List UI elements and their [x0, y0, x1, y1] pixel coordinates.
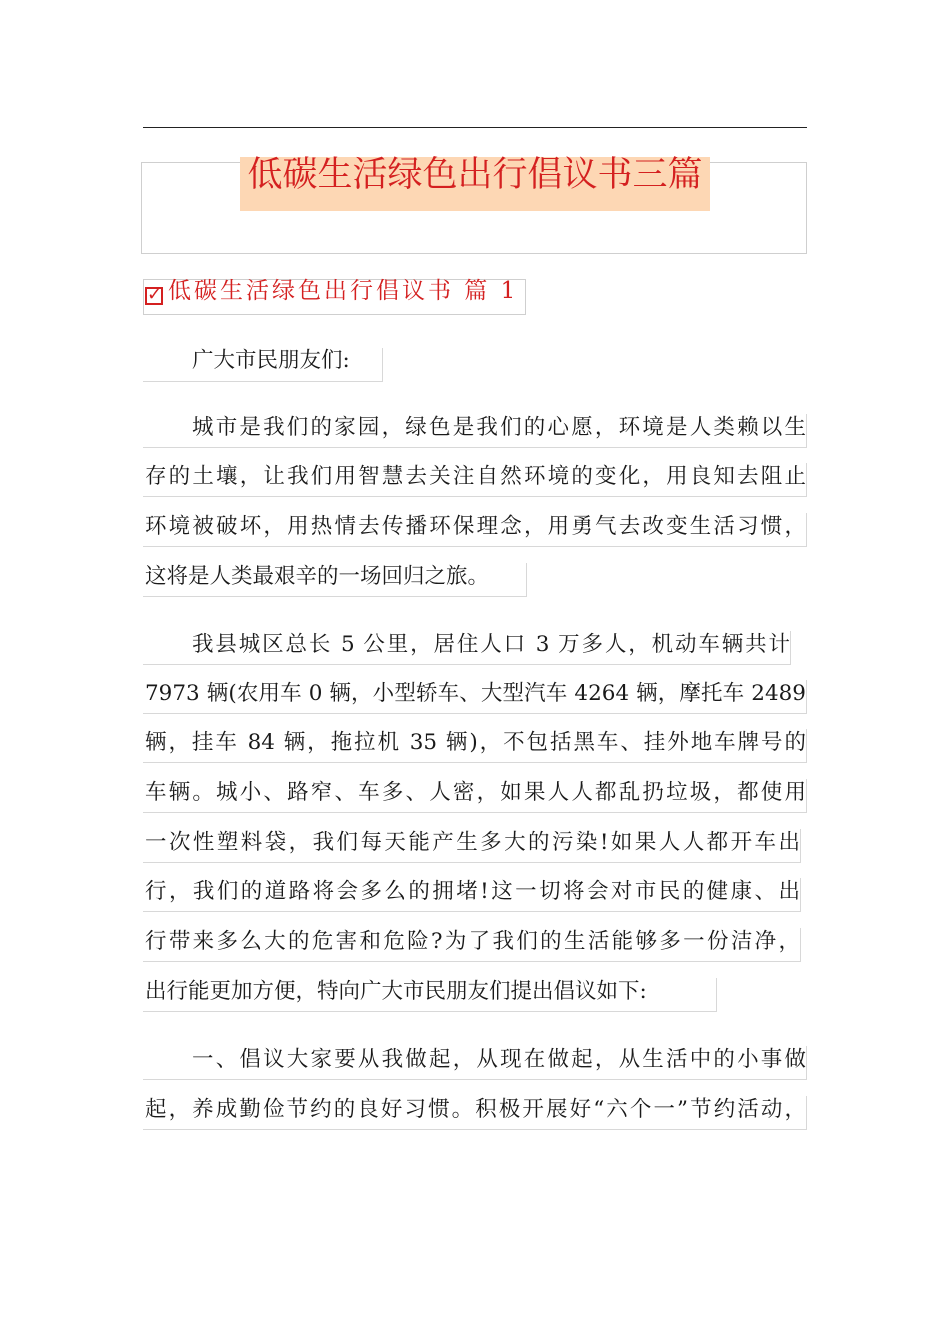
body-line: 我县城区总长 5 公里，居住人口 3 万多人，机动车辆共计	[192, 632, 790, 657]
body-line: 车辆。城小、路窄、车多、人密，如果人人都乱扔垃圾，都使用	[145, 780, 806, 805]
body-line: 一、倡议大家要从我做起，从现在做起，从生活中的小事做	[192, 1047, 806, 1072]
top-rule	[143, 127, 807, 128]
body-line: 行带来多么大的危害和危险?为了我们的生活能够多一份洁净，	[145, 929, 800, 954]
body-line: 城市是我们的家园，绿色是我们的心愿，环境是人类赖以生	[192, 415, 806, 440]
document-title: 低碳生活绿色出行倡议书三篇	[247, 155, 703, 195]
body-line: 辆，挂车 84 辆，拖拉机 35 辆)，不包括黑车、挂外地车牌号的	[145, 730, 806, 755]
section-heading: 低碳生活绿色出行倡议书 篇 1	[168, 278, 519, 304]
checkbox-icon: ✓	[147, 284, 163, 305]
body-line: 存的土壤，让我们用智慧去关注自然环境的变化，用良知去阻止	[145, 464, 806, 489]
salutation-line: 广大市民朋友们:	[192, 348, 350, 373]
body-line: 出行能更加方便，特向广大市民朋友们提出倡议如下:	[145, 979, 647, 1004]
body-line: 一次性塑料袋，我们每天能产生多大的污染!如果人人都开车出	[145, 830, 800, 855]
body-line: 7973 辆(农用车 0 辆，小型轿车、大型汽车 4264 辆，摩托车 2489	[145, 681, 806, 706]
body-line: 这将是人类最艰辛的一场回归之旅。	[145, 564, 490, 589]
body-line: 行，我们的道路将会多么的拥堵!这一切将会对市民的健康、出	[145, 879, 800, 904]
body-line: 环境被破坏，用热情去传播环保理念，用勇气去改变生活习惯，	[145, 514, 806, 539]
body-line: 起，养成勤俭节约的良好习惯。积极开展好“六个一”节约活动，	[145, 1097, 806, 1122]
